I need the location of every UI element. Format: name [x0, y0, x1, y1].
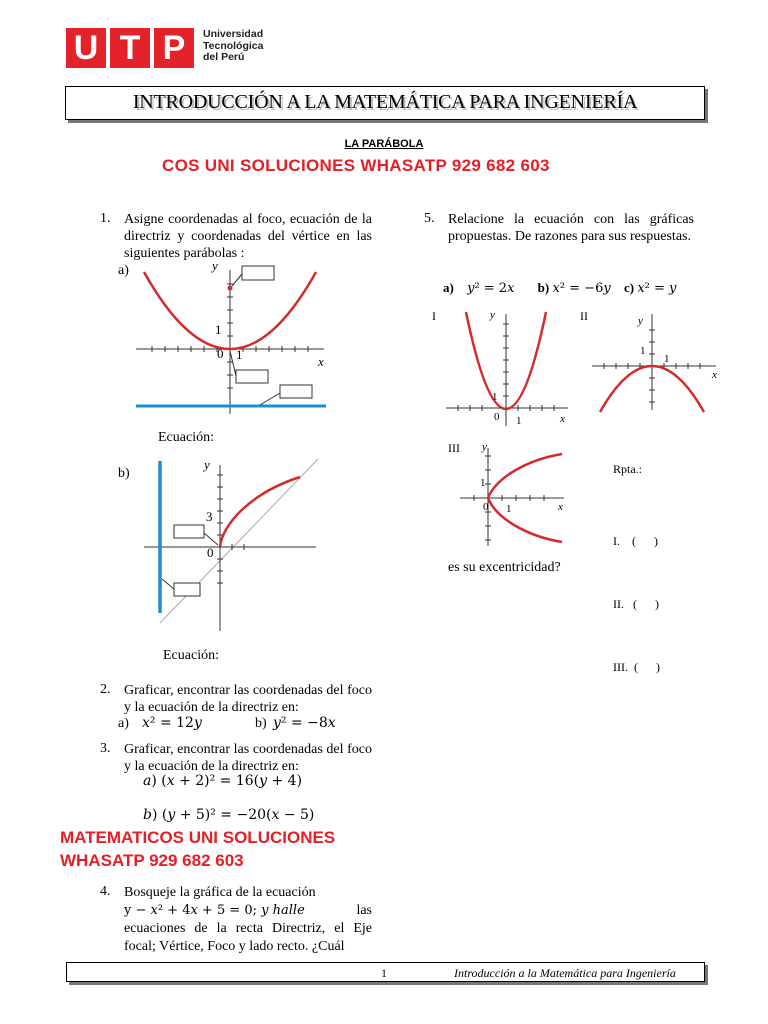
q1b-y-label: y — [204, 457, 210, 472]
q5-rpta-label: Rpta.: — [613, 462, 642, 476]
q3b-equation: 𝑏) (𝑦 + 5)² = −20(𝑥 − 5) — [143, 807, 315, 823]
q1a-directrix-box — [280, 385, 312, 398]
g3-zero: 0 — [483, 501, 489, 513]
q1-text: Asigne coordenadas al foco, ecuación de la directriz y coordenadas del vértice en las siguientes parábolas : — [124, 212, 372, 261]
q5-opt-b-eq: 𝑥² = −6𝑦 — [552, 281, 611, 296]
q1b-three: 3 — [206, 509, 213, 524]
q4-text — [124, 884, 372, 956]
q1a-one-x: 1 — [236, 347, 243, 362]
q1b-diagonal — [160, 459, 318, 623]
q1a-zero: 0 — [217, 346, 224, 361]
q2a-equation: 𝑥² = 12𝑦 — [142, 715, 202, 731]
q4-continuation: es su excentricidad? — [448, 560, 561, 575]
q5-graph-iii — [446, 438, 576, 550]
g2-y-label: y — [638, 315, 643, 327]
q1b-directrix-box — [174, 583, 200, 596]
g3-label: III — [448, 441, 460, 455]
q3-text: Graficar, encontrar las coordenadas del foco y la ecuación de la directriz en: — [124, 742, 372, 774]
g1-one-x: 1 — [516, 415, 522, 427]
q5-opt-a-label: a) — [443, 280, 454, 295]
q1-number: 1. — [100, 211, 111, 226]
rpta-item-iii: III. ( ) — [613, 660, 660, 674]
q1b-zero: 0 — [207, 545, 214, 560]
q1b-vertex-box — [174, 525, 204, 538]
rpta-item-i: I. ( ) — [613, 534, 658, 548]
q3a-equation: 𝑎) (𝑥 + 2)² = 16(𝑦 + 4) — [143, 773, 303, 789]
section-subtitle: LA PARÁBOLA — [344, 138, 424, 150]
q1b-ecuacion-label: Ecuación: — [163, 648, 219, 663]
university-name: Universidad Tecnológica del Perú — [203, 28, 264, 63]
course-title-box — [65, 86, 705, 120]
q1b-parabola — [220, 477, 300, 547]
course-title: INTRODUCCIÓN A LA MATEMÁTICA PARA INGENIERÍA — [132, 91, 638, 113]
q4-number: 4. — [100, 884, 111, 899]
q4-line1: Bosqueje la gráfica de la ecuación — [124, 885, 316, 900]
g3-y-label: y — [482, 441, 487, 453]
q5-number: 5. — [424, 211, 435, 226]
q5-opt-a-eq: 𝑦² = 2𝑥 — [467, 281, 515, 296]
q5-opt-c-label: c) — [623, 280, 635, 295]
rpta-item-ii: II. ( ) — [613, 597, 659, 611]
q2a-label: a) — [118, 716, 129, 731]
g1-y-label: y — [490, 309, 495, 321]
q1a-one-y: 1 — [215, 322, 222, 337]
g2-x-label: x — [712, 369, 717, 381]
q5-rpta-list — [613, 489, 660, 699]
q5-graph-i — [428, 306, 574, 430]
g1-x-label: x — [560, 413, 565, 425]
g2-label: II — [580, 309, 588, 323]
q5-opt-c-eq: 𝑥² = 𝑦 — [637, 281, 677, 296]
promo-banner-top: COS UNI SOLUCIONES WHASATP 929 682 603 — [162, 156, 550, 175]
g1-zero: 0 — [494, 411, 500, 423]
q1a-graph — [132, 258, 338, 414]
q1b-label: b) — [118, 466, 130, 481]
logo-letter-u: U — [66, 28, 106, 68]
q5-graph-ii — [578, 306, 724, 416]
q5-options — [443, 280, 676, 296]
g1-label: I — [432, 309, 436, 323]
g1-one-y: 1 — [492, 391, 498, 403]
q4-equation: y − 𝑥² + 4𝑥 + 5 = 0; 𝑦 ℎ𝑎𝑙𝑙𝑒 — [124, 903, 305, 918]
q1a-focus-point — [228, 286, 233, 291]
logo-letter-p: P — [154, 28, 194, 68]
q1a-label: a) — [118, 263, 129, 278]
g3-one-y: 1 — [480, 477, 486, 489]
q3-number: 3. — [100, 741, 111, 756]
q5-opt-b-label: b) — [537, 280, 550, 295]
q1a-x-label: x — [318, 354, 324, 369]
g2-one-x: 1 — [664, 353, 670, 365]
footer-title: Introducción a la Matemática para Ingeniería — [454, 966, 676, 980]
q4-eq-tail: las — [356, 903, 372, 918]
page-number: 1 — [381, 966, 387, 980]
q1a-ecuacion-label: Ecuación: — [158, 430, 214, 445]
g3-x-label: x — [558, 501, 563, 513]
q4-equation-line — [124, 902, 372, 920]
q1a-vertex-box — [236, 370, 268, 383]
q5-text: Relacione la ecuación con las gráficas propuestas. De razones para sus respuestas. — [448, 212, 694, 244]
utp-logo — [66, 28, 194, 68]
g2-one-y: 1 — [640, 345, 646, 357]
q4-rest: ecuaciones de la recta Directriz, el Eje focal; Vértice, Foco y lado recto. ¿Cuál — [124, 921, 372, 954]
g3-one-x: 1 — [506, 503, 512, 515]
q2b-equation: 𝑦² = −8𝑥 — [273, 715, 336, 731]
q2-number: 2. — [100, 682, 111, 697]
q2-text: Graficar, encontrar las coordenadas del foco y la ecuación de la directriz en: — [124, 683, 372, 715]
q1b-graph — [140, 455, 322, 635]
q1a-focus-box — [242, 266, 274, 280]
q2b-label: b) — [255, 716, 267, 731]
logo-letter-t: T — [110, 28, 150, 68]
promo-banner-mid: MATEMATICOS UNI SOLUCIONES WHASATP 929 682 603 — [60, 828, 336, 870]
q1a-y-label: y — [212, 258, 218, 273]
